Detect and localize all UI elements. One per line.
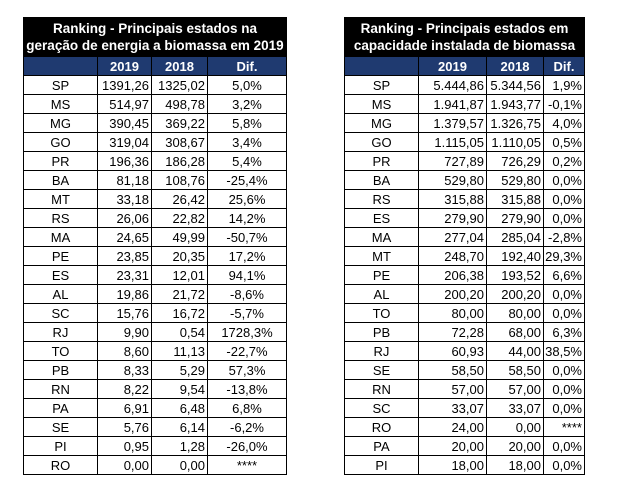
title-line-1: Ranking - Principais estados na (52, 21, 258, 36)
value-2019-cell: 248,70 (419, 247, 487, 266)
value-2019-cell: 72,28 (419, 323, 487, 342)
state-cell: MS (345, 95, 419, 114)
state-cell: MS (24, 95, 98, 114)
state-cell: RS (345, 190, 419, 209)
table-row (24, 323, 287, 342)
value-2019-cell: 9,90 (98, 323, 152, 342)
table-row (24, 209, 287, 228)
dif-cell: 0,0% (544, 171, 585, 190)
value-2019-cell: 24,65 (98, 228, 152, 247)
dif-cell: 29,3% (544, 247, 585, 266)
value-2018-cell: 21,72 (152, 285, 208, 304)
value-2019-cell: 33,18 (98, 190, 152, 209)
state-cell: SP (24, 76, 98, 95)
value-2018-cell: 57,00 (487, 380, 544, 399)
table-row (345, 152, 585, 171)
value-2018-cell: 16,72 (152, 304, 208, 323)
dif-cell: -22,7% (208, 342, 287, 361)
value-2019-cell: 196,36 (98, 152, 152, 171)
state-cell: GO (24, 133, 98, 152)
value-2018-cell: 33,07 (487, 399, 544, 418)
value-2018-cell: 5,29 (152, 361, 208, 380)
value-2019-cell: 57,00 (419, 380, 487, 399)
value-2019-cell: 200,20 (419, 285, 487, 304)
state-cell: MA (345, 228, 419, 247)
value-2019-cell: 15,76 (98, 304, 152, 323)
state-cell: PR (24, 152, 98, 171)
state-cell: RJ (24, 323, 98, 342)
value-2018-cell: 369,22 (152, 114, 208, 133)
value-2019-cell: 5,76 (98, 418, 152, 437)
value-2019-cell: 727,89 (419, 152, 487, 171)
dif-cell: **** (544, 418, 585, 437)
header-2018: 2018 (152, 57, 208, 76)
dif-cell: -5,7% (208, 304, 287, 323)
table-row (24, 266, 287, 285)
dif-cell: 0,0% (544, 399, 585, 418)
value-2018-cell: 68,00 (487, 323, 544, 342)
state-cell: ES (24, 266, 98, 285)
table-row (345, 437, 585, 456)
title-line-1: Ranking - Principais estados em (360, 21, 569, 36)
state-cell: TO (345, 304, 419, 323)
table-row (345, 95, 585, 114)
value-2019-cell: 1.941,87 (419, 95, 487, 114)
state-cell: PB (24, 361, 98, 380)
value-2019-cell: 80,00 (419, 304, 487, 323)
value-2019-cell: 277,04 (419, 228, 487, 247)
value-2019-cell: 26,06 (98, 209, 152, 228)
value-2018-cell: 26,42 (152, 190, 208, 209)
header-2019: 2019 (98, 57, 152, 76)
value-2019-cell: 23,85 (98, 247, 152, 266)
dif-cell: 14,2% (208, 209, 287, 228)
state-cell: ES (345, 209, 419, 228)
table-row (24, 285, 287, 304)
dif-cell: 25,6% (208, 190, 287, 209)
generation-ranking-table (23, 17, 287, 475)
table-row (24, 342, 287, 361)
state-cell: RO (24, 456, 98, 475)
value-2019-cell: 58,50 (419, 361, 487, 380)
state-cell: PA (24, 399, 98, 418)
state-cell: AL (345, 285, 419, 304)
dif-cell: 1728,3% (208, 323, 287, 342)
value-2019-cell: 315,88 (419, 190, 487, 209)
dif-cell: 1,9% (544, 76, 585, 95)
table-row (345, 190, 585, 209)
dif-cell: 0,0% (544, 437, 585, 456)
table-row (345, 133, 585, 152)
table-row (24, 437, 287, 456)
value-2018-cell: 1.326,75 (487, 114, 544, 133)
dif-cell: 0,0% (544, 361, 585, 380)
table-row (345, 304, 585, 323)
value-2018-cell: 22,82 (152, 209, 208, 228)
header-2018: 2018 (487, 57, 544, 76)
table-row (24, 304, 287, 323)
header-2019: 2019 (419, 57, 487, 76)
state-cell: PI (345, 456, 419, 475)
value-2019-cell: 390,45 (98, 114, 152, 133)
value-2018-cell: 0,00 (487, 418, 544, 437)
dif-cell: 3,2% (208, 95, 287, 114)
dif-cell: -6,2% (208, 418, 287, 437)
table-row (345, 418, 585, 437)
table-row (24, 95, 287, 114)
value-2019-cell: 19,86 (98, 285, 152, 304)
dif-cell: 3,4% (208, 133, 287, 152)
dif-cell: 0,0% (544, 380, 585, 399)
value-2018-cell: 44,00 (487, 342, 544, 361)
dif-cell: 5,0% (208, 76, 287, 95)
state-cell: BA (24, 171, 98, 190)
dif-cell: 0,0% (544, 285, 585, 304)
value-2019-cell: 1391,26 (98, 76, 152, 95)
state-cell: MG (345, 114, 419, 133)
value-2018-cell: 200,20 (487, 285, 544, 304)
generation-ranking-title (24, 18, 287, 57)
value-2018-cell: 193,52 (487, 266, 544, 285)
state-cell: RN (24, 380, 98, 399)
table-row (345, 456, 585, 475)
table-row (24, 190, 287, 209)
value-2018-cell: 18,00 (487, 456, 544, 475)
value-2019-cell: 8,33 (98, 361, 152, 380)
value-2018-cell: 11,13 (152, 342, 208, 361)
dif-cell: 94,1% (208, 266, 287, 285)
dif-cell: -2,8% (544, 228, 585, 247)
table-row (24, 114, 287, 133)
state-cell: PB (345, 323, 419, 342)
table-row (345, 76, 585, 95)
dif-cell: 0,5% (544, 133, 585, 152)
dif-cell: 0,0% (544, 304, 585, 323)
value-2018-cell: 308,67 (152, 133, 208, 152)
value-2018-cell: 9,54 (152, 380, 208, 399)
dif-cell: 0,0% (544, 190, 585, 209)
state-cell: SP (345, 76, 419, 95)
dif-cell: 17,2% (208, 247, 287, 266)
state-cell: MA (24, 228, 98, 247)
value-2018-cell: 1.110,05 (487, 133, 544, 152)
table-row (345, 114, 585, 133)
capacity-ranking-table (344, 17, 585, 475)
table-row (345, 266, 585, 285)
table-row (24, 399, 287, 418)
table-row (345, 209, 585, 228)
dif-cell: 0,0% (544, 456, 585, 475)
value-2019-cell: 5.444,86 (419, 76, 487, 95)
value-2019-cell: 60,93 (419, 342, 487, 361)
header-dif: Dif. (544, 57, 585, 76)
table-row (345, 171, 585, 190)
header-dif: Dif. (208, 57, 287, 76)
table-row (24, 418, 287, 437)
table-row (345, 228, 585, 247)
dif-cell: 6,8% (208, 399, 287, 418)
value-2019-cell: 1.115,05 (419, 133, 487, 152)
value-2019-cell: 8,22 (98, 380, 152, 399)
dif-cell: -26,0% (208, 437, 287, 456)
header-state (345, 57, 419, 76)
value-2018-cell: 1325,02 (152, 76, 208, 95)
dif-cell: 6,6% (544, 266, 585, 285)
table-row (345, 247, 585, 266)
dif-cell: -50,7% (208, 228, 287, 247)
column-header-row (345, 57, 585, 76)
state-cell: PE (345, 266, 419, 285)
header-state (24, 57, 98, 76)
value-2018-cell: 5.344,56 (487, 76, 544, 95)
value-2018-cell: 285,04 (487, 228, 544, 247)
value-2019-cell: 8,60 (98, 342, 152, 361)
value-2018-cell: 20,35 (152, 247, 208, 266)
state-cell: SE (345, 361, 419, 380)
value-2019-cell: 514,97 (98, 95, 152, 114)
value-2018-cell: 20,00 (487, 437, 544, 456)
table-row (345, 323, 585, 342)
value-2019-cell: 319,04 (98, 133, 152, 152)
state-cell: MG (24, 114, 98, 133)
table-row (24, 171, 287, 190)
table-row (24, 380, 287, 399)
dif-cell: -25,4% (208, 171, 287, 190)
table-row (24, 76, 287, 95)
value-2019-cell: 23,31 (98, 266, 152, 285)
title-line-2: geração de energia a biomassa em 2019 (26, 38, 284, 53)
value-2018-cell: 186,28 (152, 152, 208, 171)
state-cell: SC (24, 304, 98, 323)
capacity-ranking-title (345, 18, 585, 57)
title-line-2: capacidade instalada de biomassa (353, 38, 576, 53)
value-2019-cell: 0,00 (98, 456, 152, 475)
table-row (24, 133, 287, 152)
dif-cell: 4,0% (544, 114, 585, 133)
value-2019-cell: 6,91 (98, 399, 152, 418)
value-2018-cell: 6,14 (152, 418, 208, 437)
table-row (24, 456, 287, 475)
table-row (345, 285, 585, 304)
value-2019-cell: 206,38 (419, 266, 487, 285)
value-2018-cell: 58,50 (487, 361, 544, 380)
value-2019-cell: 279,90 (419, 209, 487, 228)
table-row (24, 361, 287, 380)
table-row (345, 342, 585, 361)
state-cell: AL (24, 285, 98, 304)
state-cell: RO (345, 418, 419, 437)
state-cell: SE (24, 418, 98, 437)
table-row (345, 361, 585, 380)
state-cell: PA (345, 437, 419, 456)
dif-cell: 57,3% (208, 361, 287, 380)
value-2018-cell: 80,00 (487, 304, 544, 323)
state-cell: RS (24, 209, 98, 228)
state-cell: MT (24, 190, 98, 209)
state-cell: PI (24, 437, 98, 456)
value-2018-cell: 12,01 (152, 266, 208, 285)
state-cell: RJ (345, 342, 419, 361)
value-2018-cell: 6,48 (152, 399, 208, 418)
state-cell: SC (345, 399, 419, 418)
value-2019-cell: 24,00 (419, 418, 487, 437)
value-2018-cell: 726,29 (487, 152, 544, 171)
table-row (24, 228, 287, 247)
state-cell: PE (24, 247, 98, 266)
value-2018-cell: 529,80 (487, 171, 544, 190)
value-2019-cell: 20,00 (419, 437, 487, 456)
value-2018-cell: 0,54 (152, 323, 208, 342)
table-row (345, 380, 585, 399)
dif-cell: **** (208, 456, 287, 475)
state-cell: GO (345, 133, 419, 152)
value-2018-cell: 1.943,77 (487, 95, 544, 114)
value-2018-cell: 1,28 (152, 437, 208, 456)
table-row (24, 247, 287, 266)
dif-cell: 5,4% (208, 152, 287, 171)
state-cell: MT (345, 247, 419, 266)
dif-cell: 0,2% (544, 152, 585, 171)
state-cell: BA (345, 171, 419, 190)
dif-cell: 0,0% (544, 209, 585, 228)
value-2018-cell: 315,88 (487, 190, 544, 209)
value-2019-cell: 18,00 (419, 456, 487, 475)
value-2018-cell: 498,78 (152, 95, 208, 114)
value-2018-cell: 0,00 (152, 456, 208, 475)
dif-cell: -8,6% (208, 285, 287, 304)
dif-cell: -0,1% (544, 95, 585, 114)
value-2019-cell: 33,07 (419, 399, 487, 418)
value-2019-cell: 0,95 (98, 437, 152, 456)
column-header-row (24, 57, 287, 76)
value-2018-cell: 49,99 (152, 228, 208, 247)
value-2018-cell: 279,90 (487, 209, 544, 228)
table-row (345, 399, 585, 418)
state-cell: RN (345, 380, 419, 399)
value-2018-cell: 192,40 (487, 247, 544, 266)
value-2018-cell: 108,76 (152, 171, 208, 190)
state-cell: PR (345, 152, 419, 171)
dif-cell: 5,8% (208, 114, 287, 133)
value-2019-cell: 81,18 (98, 171, 152, 190)
table-row (24, 152, 287, 171)
dif-cell: 38,5% (544, 342, 585, 361)
dif-cell: 6,3% (544, 323, 585, 342)
dif-cell: -13,8% (208, 380, 287, 399)
state-cell: TO (24, 342, 98, 361)
value-2019-cell: 529,80 (419, 171, 487, 190)
value-2019-cell: 1.379,57 (419, 114, 487, 133)
